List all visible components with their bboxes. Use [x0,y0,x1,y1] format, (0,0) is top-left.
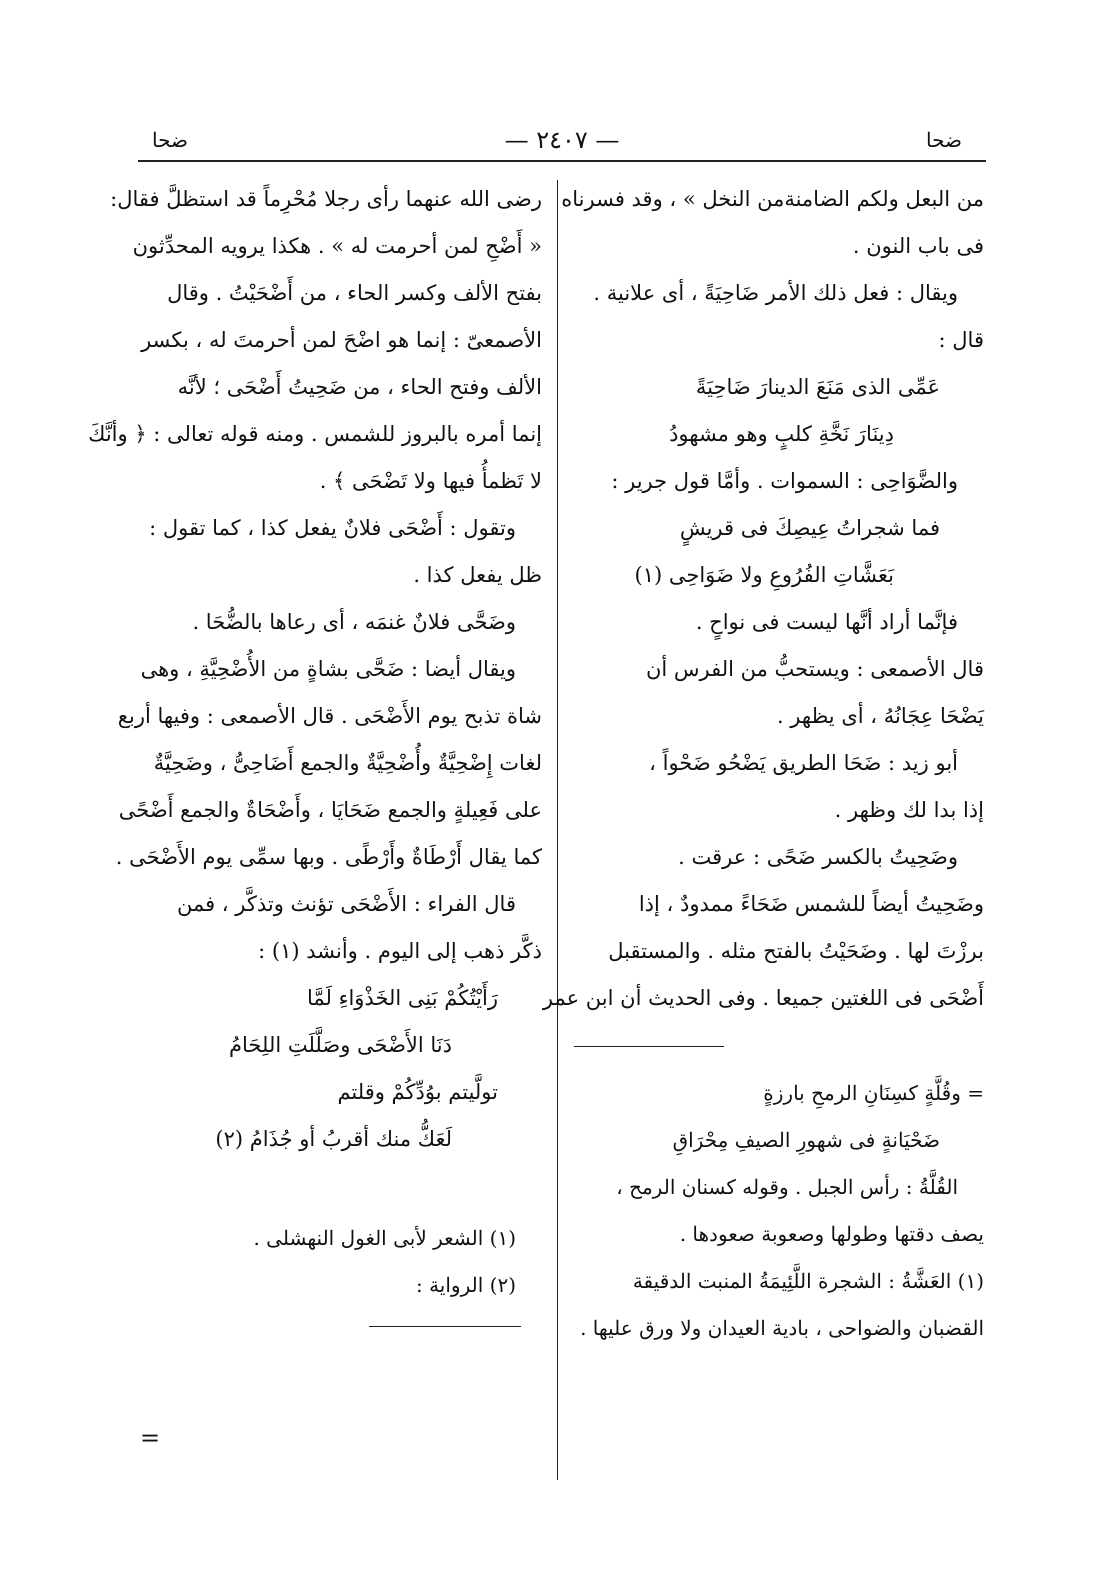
footnote-line: القضبان والضواحى ، بادية العيدان ولا ورق عليها . [580,1316,984,1340]
footnote-line: (٢) الرواية : [415,1273,516,1297]
footnote-separator-left [369,1326,521,1327]
verse-line: رَأَيْتُكُمْ بَنِى الخَذْوَاءِ لَمَّا [306,986,498,1010]
footnote-line: القُلَّةُ : رأس الجبل . وقوله كسنان الرمح ، [616,1175,958,1199]
footnote-line: (١) العَشَّةُ : الشجرة اللَّئِيمَةُ المنبت الدقيقة [632,1269,984,1293]
text-line: من البعل ولكم الضامنةمن النخل » ، وقد فسرناه [561,187,984,211]
text-line: ذكَّر ذهب إلى اليوم . وأنشد (١) : [258,939,542,963]
left-column [88,176,542,1309]
text-line: الألف وفتح الحاء ، من ضَحِيتُ أَضْحَى ؛ لأنَّه [177,375,542,399]
footnote-verse-line: = وقُلَّةٍ كسِنَانِ الرمحِ بارزةٍ [763,1081,984,1105]
text-line: فى باب النون . [852,234,984,258]
text-line: والضَّوَاحِى : السموات . وأمَّا قول جرير : [611,469,958,493]
text-line: بفتح الألف وكسر الحاء ، من أَضْحَيْتُ . وقال [167,281,542,305]
page-header [138,126,986,162]
footnote-verse-line: ضَحْيَانةٍ فى شهورِ الصيفِ مِحْرَاقِ [672,1128,940,1152]
text-line: لا تَظمأُ فيها ولا تَضْحَى ﴾ . [319,469,542,493]
header-entry-word-right: ضحا [926,128,962,152]
text-line: ويقال أيضا : ضَحَّى بشاةٍ من الأُضْحِيَّةِ ، وهى [140,657,516,681]
verse-line: تولَّيتم بوُدِّكُمْ وقلتم [337,1080,498,1104]
text-line: الأصمعىّ : إنما هو اضْحَ لمن أحرمتَ له ، بكسر [141,328,542,352]
column-divider [557,180,558,1480]
header-entry-word-left: ضحا [152,128,188,152]
text-line: يَضْحَا عِجَانُهُ ، أى يظهر . [776,704,984,728]
text-line: برزْتَ لها . وضَحَيْتُ بالفتح مثله . والمستقبل [608,939,984,963]
text-line: رضى الله عنهما رأى رجلا مُحْرِماً قد استظلَّ فقال: [110,187,542,211]
text-line: فإنَّما أراد أنَّها ليست فى نواحٍ . [695,610,958,634]
text-line: وتقول : أَضْحَى فلانٌ يفعل كذا ، كما تقول : [149,516,516,540]
right-column [542,176,984,1352]
text-line: وضَحَّى فلانٌ غنمَه ، أى رعاها بالضُّحَا . [192,610,516,634]
text-line: إذا بدا لك وظهر . [834,798,984,822]
text-line: قال الأصمعى : ويستحبُّ من الفرس أن [645,657,984,681]
footnote-line: (١) الشعر لأبى الغول النهشلى . [253,1226,516,1250]
footnote-line: يصف دقتها وطولها وصعوبة صعودها . [679,1222,984,1246]
text-line: ويقال : فعل ذلك الأمر ضَاحِيَةً ، أى علانية . [593,281,958,305]
spacer [138,1163,542,1215]
text-line: قال الفراء : الأَضْحَى تؤنث وتذكَّر ، فمن [176,892,516,916]
text-line: كما يقال أَرْطَاةٌ وأَرْطًى . وبها سمِّى يوم الأَضْحَى . [115,845,542,869]
text-line: وضَحِيتُ بالكسر ضَحًى : عرقت . [678,845,958,869]
text-line: وضَحِيتُ أيضاً للشمس ضَحَاءً ممدودٌ ، إذا [638,892,984,916]
text-line: شاة تذبح يوم الأَضْحَى . قال الأصمعى : وفيها أربع [117,704,542,728]
text-line: أَضْحَى فى اللغتين جميعا . وفى الحديث أن ابن عمر [542,986,984,1010]
text-line: أبو زيد : ضَحَا الطريق يَضْحُو ضَحْواً ، [649,751,958,775]
text-line: « أَضْحِ لمن أحرمت له » . هكذا يرويه المحدِّثون [132,234,542,258]
text-line: قال : [938,328,984,352]
page-number: — ٢٤٠٧ — [504,126,620,154]
verse-line: بَعَشَّاتِ الفُرُوعِ ولا ضَوَاحِى (١) [634,563,894,587]
footnote-separator [574,1046,724,1048]
continuation-mark: = [140,1424,161,1452]
verse-line: عَمِّى الذى مَنَعَ الدينارَ ضَاحِيَةً [695,375,940,399]
verse-line: فما شجراتُ عِيصِكَ فى قريشٍ [679,516,940,540]
text-line: على فَعِيلةٍ والجمع ضَحَايَا ، وأَضْحَاةٌ والجمع أَضْحًى [118,798,542,822]
verse-line: دِينَارَ نَخَّةِ كلبٍ وهو مشهودُ [669,422,894,446]
text-line: إنما أمره بالبروز للشمس . ومنه قوله تعالى : ﴿ وأنَّكَ [88,422,542,446]
verse-line: دَنَا الأَضْحَى وصَلَّلَتِ اللِحَامُ [229,1033,452,1057]
verse-line: لَعَكُّ منك أقربُ أو جُذَامُ (٢) [215,1127,452,1151]
header-rule [138,160,986,162]
text-line: لغات إِضْحِيَّةٌ وأُضْحِيَّةٌ والجمع أَضَاحِىُّ ، وضَحِيَّةٌ [153,751,542,775]
text-line: ظل يفعل كذا . [413,563,542,587]
